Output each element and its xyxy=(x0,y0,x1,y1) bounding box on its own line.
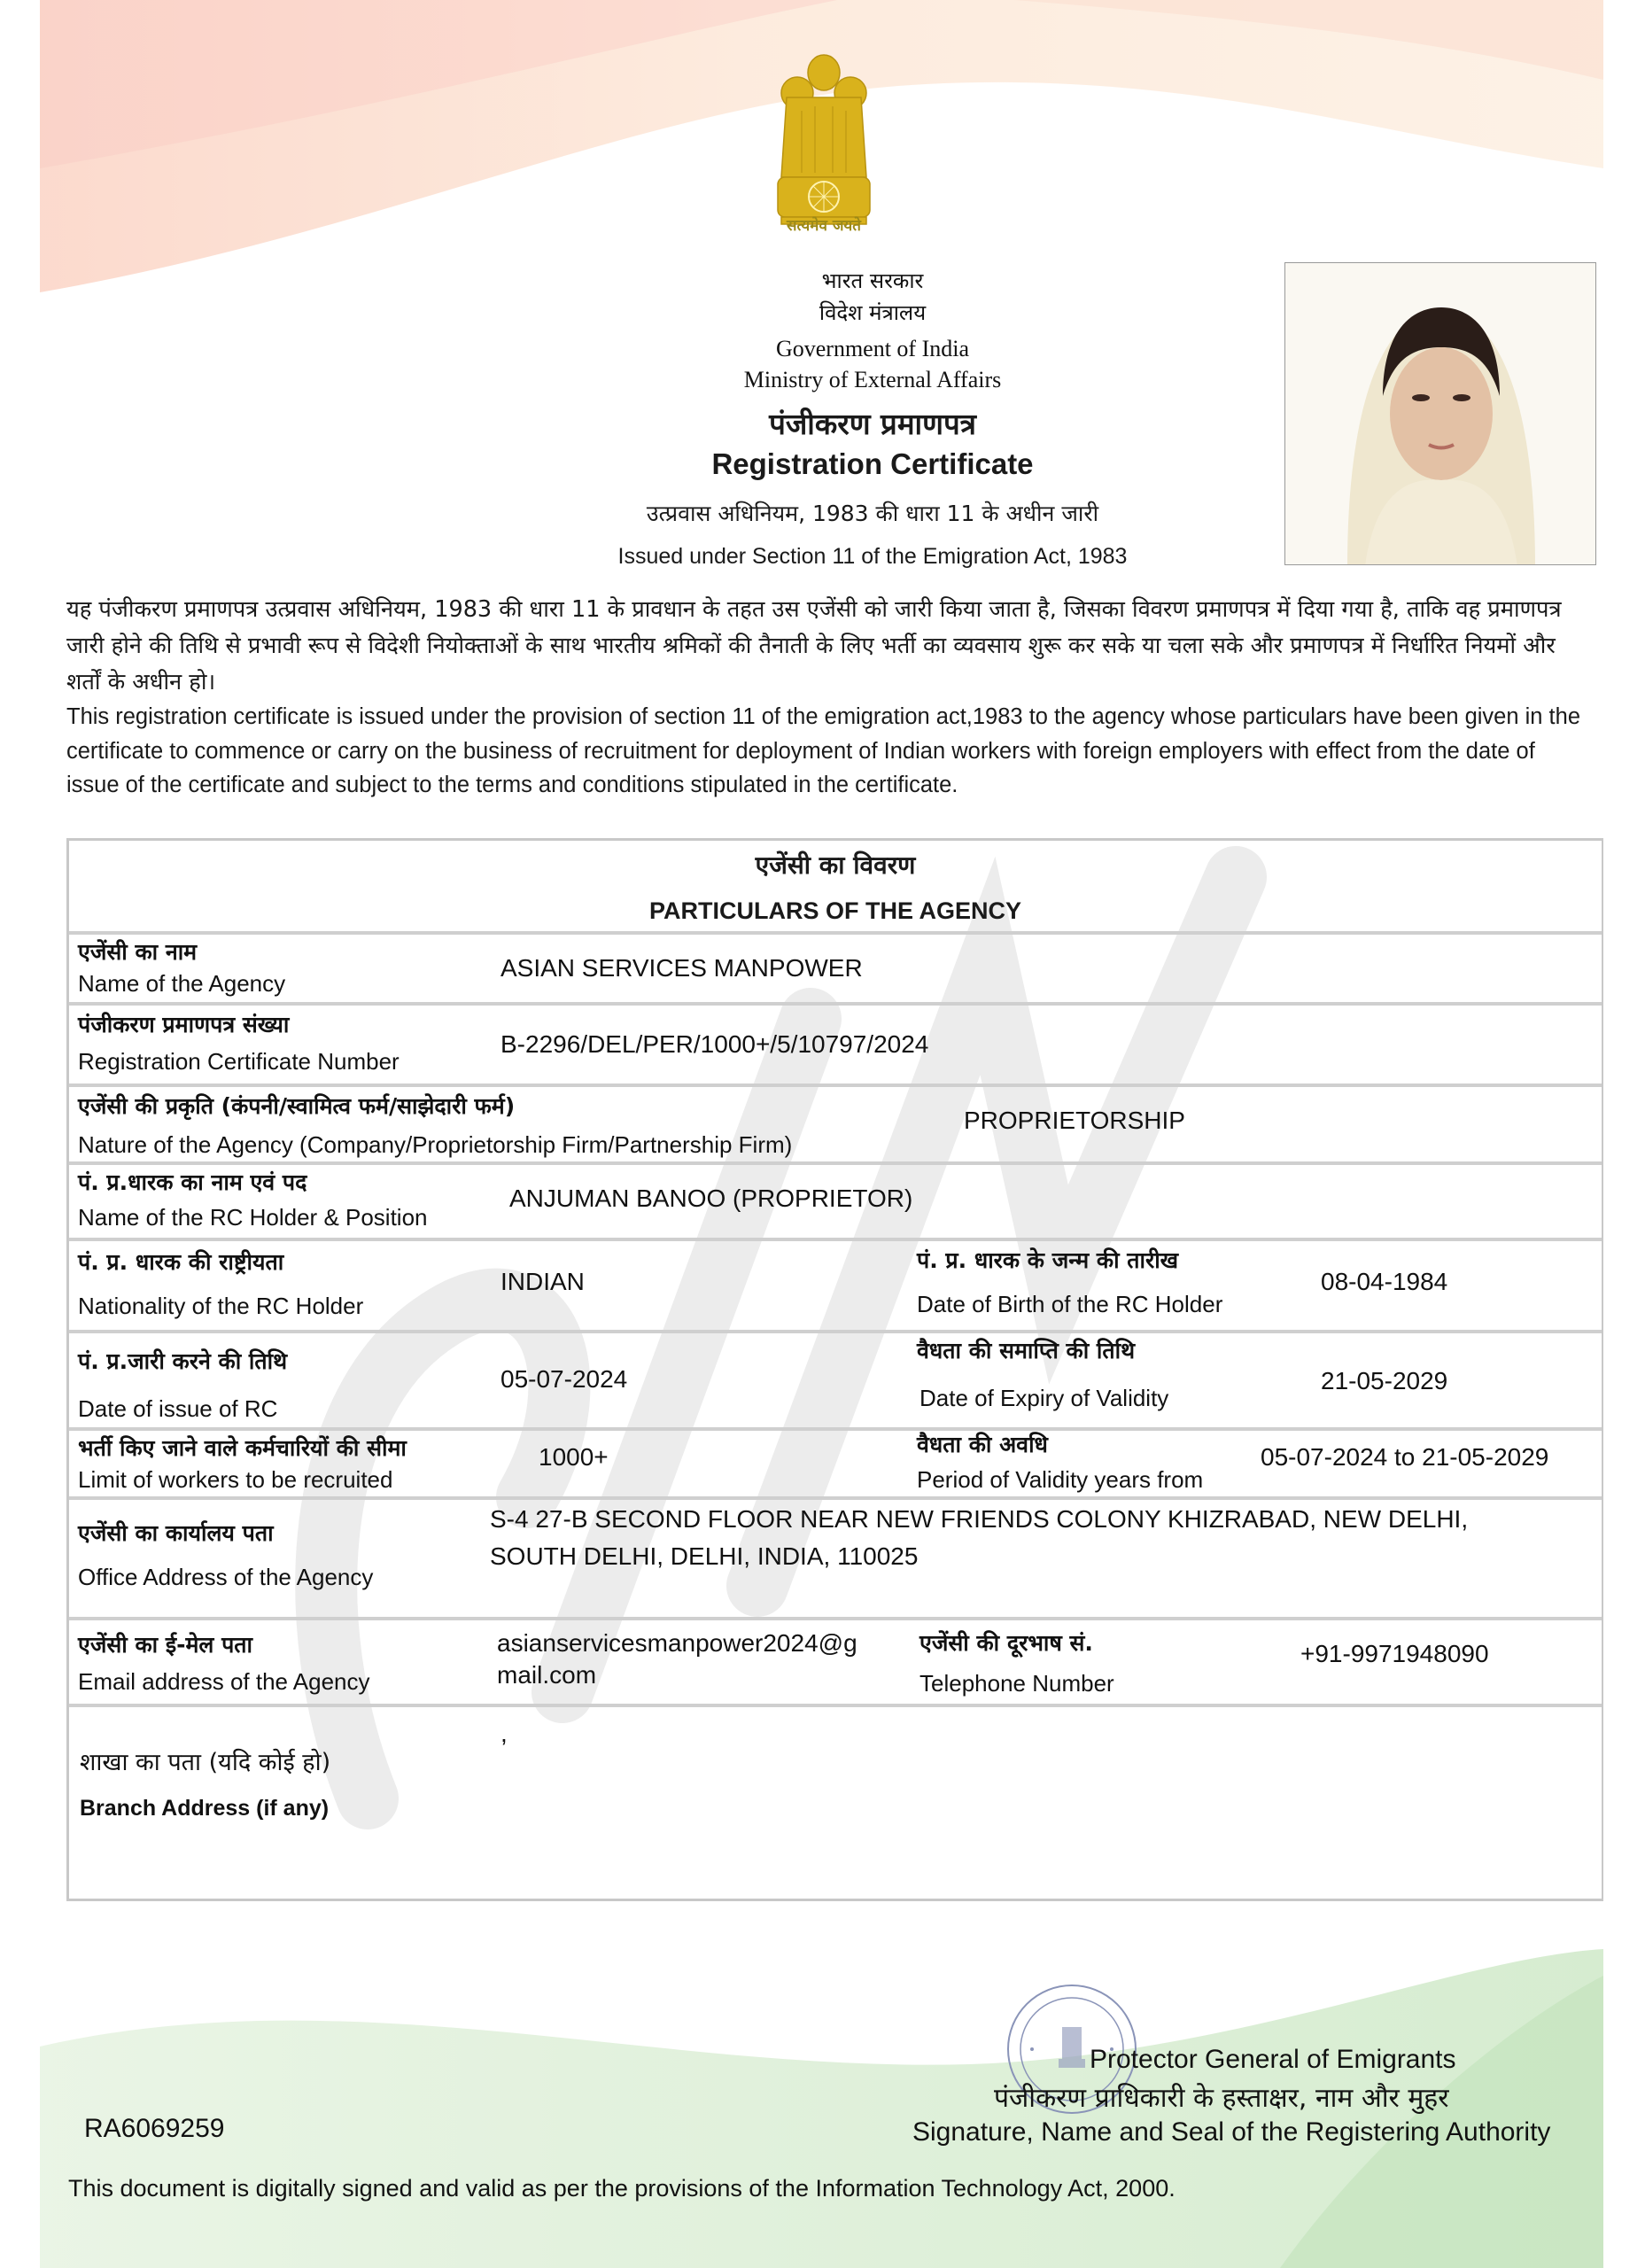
label-english: Date of issue of RC xyxy=(78,1395,278,1422)
table-row-rc-number xyxy=(69,1006,1602,1087)
govt-name-english: Government of India xyxy=(775,336,970,361)
label-english: Date of Birth of the RC Holder xyxy=(917,1291,1223,1317)
nature-value: PROPRIETORSHIP xyxy=(964,1107,1185,1134)
reference-id: RA6069259 xyxy=(84,2114,225,2143)
label-hindi: भर्ती किए जाने वाले कर्मचारियों की सीमा xyxy=(78,1435,407,1461)
label-hindi: शाखा का पता (यदि कोई हो) xyxy=(80,1749,331,1776)
ministry-name-hindi: विदेश मंत्रालय xyxy=(819,300,927,325)
label-english: Name of the Agency xyxy=(78,970,286,997)
table-row-holder xyxy=(69,1165,1602,1241)
label-english: Nature of the Agency (Company/Proprietorship Firm/Partnership Firm) xyxy=(78,1131,793,1158)
label-hindi: एजेंसी की प्रकृति (कंपनी/स्वामित्व फर्म/साझेदारी फर्म) xyxy=(78,1093,516,1119)
email-value-line1[interactable]: asianservicesmanpower2024@g xyxy=(497,1629,857,1657)
certificate-title-hindi: पंजीकरण प्रमाणपत्र xyxy=(769,407,976,441)
validity-value: 05-07-2024 to 21-05-2029 xyxy=(1261,1443,1549,1471)
limit-value: 1000+ xyxy=(539,1443,609,1471)
label-english: Office Address of the Agency xyxy=(78,1564,374,1590)
rc-number-value: B-2296/DEL/PER/1000+/5/10797/2024 xyxy=(500,1030,929,1058)
signature-caption-english: Signature, Name and Seal of the Registering Authority xyxy=(912,2117,1551,2147)
phone-value: +91-9971948090 xyxy=(1300,1640,1489,1667)
emblem-motto: सत्यमेव जयते xyxy=(787,217,861,235)
label-hindi: एजेंसी का ई-मेल पता xyxy=(78,1632,253,1658)
label-hindi: एजेंसी का कार्यालय पता xyxy=(78,1520,274,1546)
label-english: Telephone Number xyxy=(919,1670,1114,1697)
agency-particulars-table xyxy=(66,838,1603,1901)
label-hindi: एजेंसी का नाम xyxy=(78,939,198,965)
certificate-title-english: Registration Certificate xyxy=(711,447,1034,480)
table-row-office-address xyxy=(69,1500,1602,1620)
label-hindi: पं. प्र. धारक की राष्ट्रीयता xyxy=(78,1249,284,1275)
authority-name: Protector General of Emigrants xyxy=(1090,2045,1456,2074)
signature-caption-hindi: पंजीकरण प्राधिकारी के हस्ताक्षर, नाम और मुहर xyxy=(994,2083,1449,2114)
agency-name-value: ASIAN SERVICES MANPOWER xyxy=(500,954,863,982)
issued-under-hindi: उत्प्रवास अधिनियम, 1983 की धारा 11 के अधीन जारी xyxy=(646,501,1099,526)
label-hindi: पं. प्र. धारक के जन्म की तारीख xyxy=(917,1247,1179,1273)
office-address-line1: S-4 27-B SECOND FLOOR NEAR NEW FRIENDS COLONY KHIZRABAD, NEW DELHI, xyxy=(490,1505,1469,1533)
holder-photo xyxy=(1284,262,1596,565)
table-row-email-phone xyxy=(69,1620,1602,1707)
label-english: Registration Certificate Number xyxy=(78,1048,400,1075)
certificate-sheet xyxy=(40,0,1603,2268)
label-english: Nationality of the RC Holder xyxy=(78,1293,364,1319)
table-row-limit-validity xyxy=(69,1431,1602,1500)
label-english: Limit of workers to be recruited xyxy=(78,1466,393,1493)
holder-value: ANJUMAN BANOO (PROPRIETOR) xyxy=(509,1184,913,1212)
govt-name-hindi: भारत सरकार xyxy=(821,268,924,293)
label-hindi: पं. प्र.जारी करने की तिथि xyxy=(78,1348,288,1374)
table-row-nationality-dob xyxy=(69,1241,1602,1333)
table-heading-english: PARTICULARS OF THE AGENCY xyxy=(648,897,1021,924)
digital-signature-disclaimer: This document is digitally signed and valid as per the provisions of the Information Technology Act, 2000. xyxy=(68,2175,1176,2202)
table-heading-row xyxy=(69,841,1602,935)
dob-value: 08-04-1984 xyxy=(1321,1268,1448,1295)
table-row-issue-expiry xyxy=(69,1333,1602,1431)
label-english: Date of Expiry of Validity xyxy=(919,1385,1169,1411)
label-hindi: वैधता की समाप्ति की तिथि xyxy=(917,1338,1136,1363)
label-english: Branch Address (if any) xyxy=(80,1796,330,1821)
nationality-value: INDIAN xyxy=(500,1268,585,1295)
intro-paragraph-english: This registration certificate is issued under the provision of section 11 of the emigration act,1983 to the agency whose particulars have been given in the certificate to commence or carry on the business of recruitment for deployment of Indian workers with foreign employers with effect from the date of issue of the certificate and subject to the terms and conditions stipulated in the certificate. xyxy=(66,704,1581,797)
email-value-line2[interactable]: mail.com xyxy=(497,1661,597,1689)
issued-under-english: Issued under Section 11 of the Emigration Act, 1983 xyxy=(617,544,1128,569)
label-hindi: एजेंसी की दूरभाष सं. xyxy=(919,1630,1093,1656)
table-row-agency-name xyxy=(69,935,1602,1006)
label-hindi: वैधता की अवधि xyxy=(917,1432,1048,1457)
branch-address-value: , xyxy=(500,1720,508,1747)
label-english: Name of the RC Holder & Position xyxy=(78,1204,428,1231)
label-english: Email address of the Agency xyxy=(78,1668,370,1695)
table-row-branch-address xyxy=(69,1707,1602,1901)
intro-paragraph-hindi: यह पंजीकरण प्रमाणपत्र उत्प्रवास अधिनियम, 1983 की धारा 11 के प्रावधान के तहत उस एजेंसी को जारी किया जाता है, जिसका विवरण प्रमाणपत्र में दिया गया है, ताकि वह प्रमाणपत्र जारी होने की तिथि से प्रभावी रूप से विदेशी नियोक्ताओं के साथ भारतीय श्रमिकों की तैनाती के लिए भर्ती का व्यवसाय शुरू कर सके या चला सके और प्रमाणपत्र में निर्धारित नियमों और शर्तों के अधीन हो। xyxy=(66,596,1562,695)
ministry-name-english: Ministry of External Affairs xyxy=(743,367,1002,392)
office-address-line2: SOUTH DELHI, DELHI, INDIA, 110025 xyxy=(490,1542,919,1570)
expiry-date-value: 21-05-2029 xyxy=(1321,1367,1448,1394)
issue-date-value: 05-07-2024 xyxy=(500,1365,628,1393)
label-hindi: पं. प्र.धारक का नाम एवं पद xyxy=(78,1169,307,1195)
person-portrait-icon xyxy=(1285,263,1596,565)
label-hindi: पंजीकरण प्रमाणपत्र संख्या xyxy=(78,1012,290,1037)
label-english: Period of Validity years from xyxy=(917,1466,1204,1493)
table-heading-hindi: एजेंसी का विवरण xyxy=(755,850,916,880)
table-row-nature xyxy=(69,1087,1602,1165)
national-emblem-icon xyxy=(762,44,886,239)
